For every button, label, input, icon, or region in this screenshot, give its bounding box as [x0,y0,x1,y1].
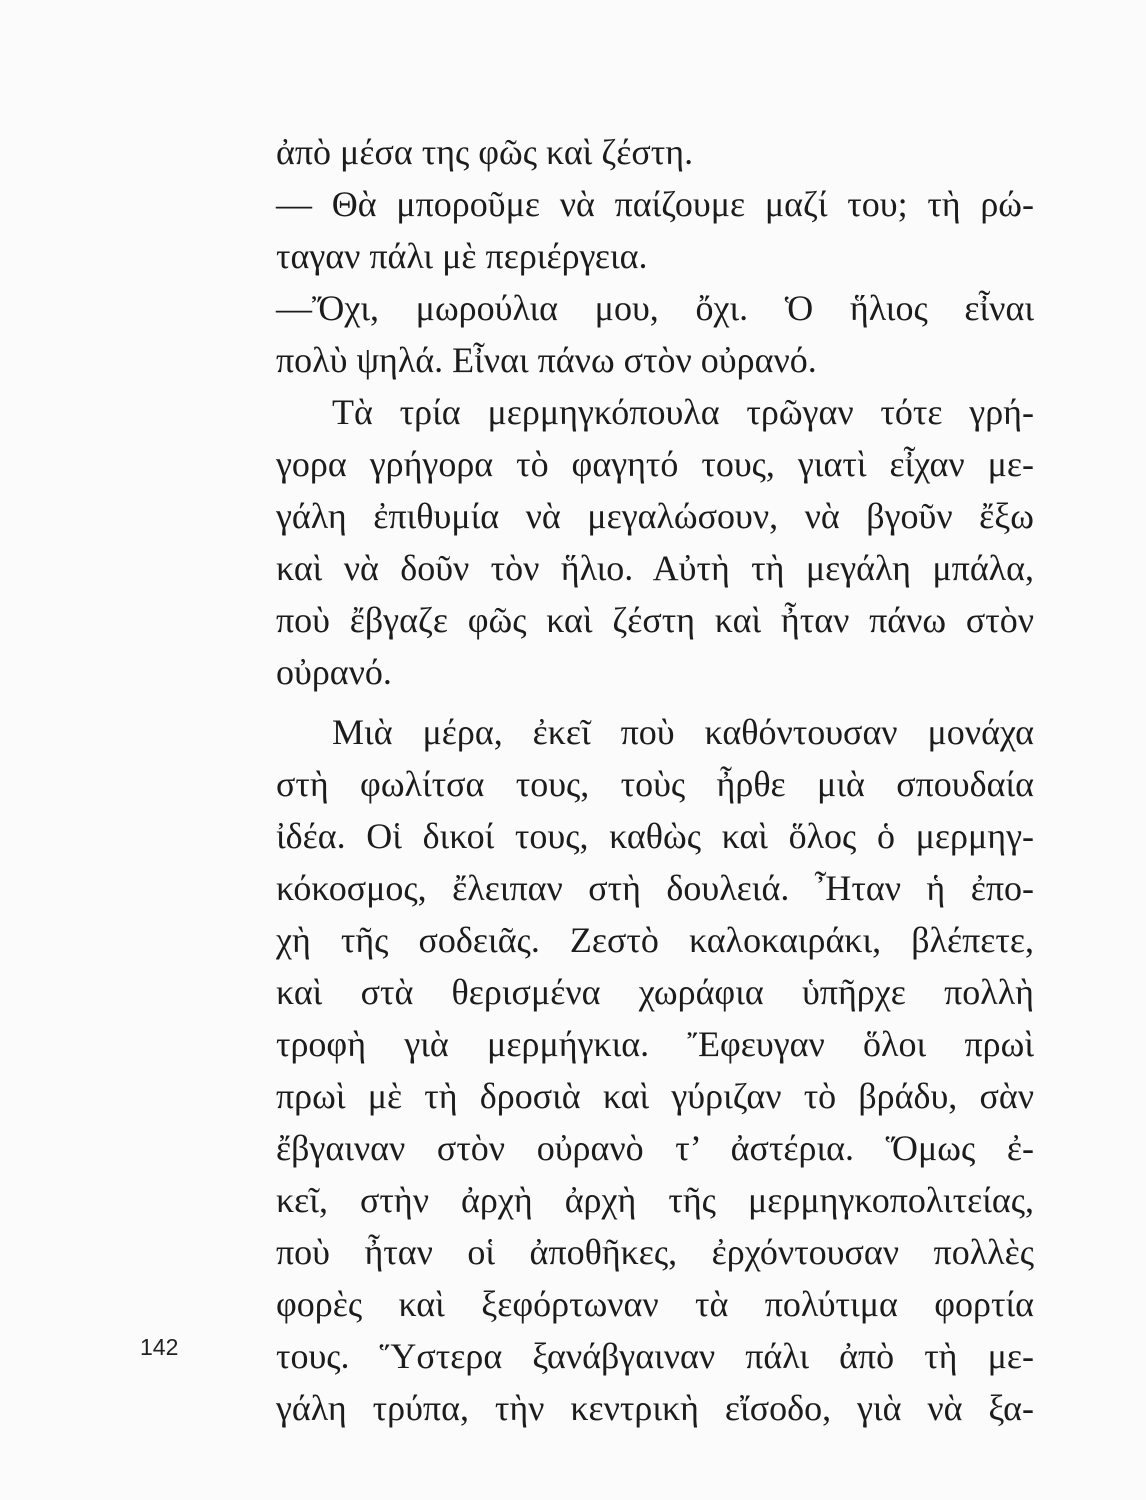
text-line: οὐρανό. [276,652,392,692]
text-line: καὶ νὰ δοῦν τὸν ἥλιο. Αὐτὴ τὴ μεγάλη μπάλα, [276,548,1034,588]
text-line: ποὺ ἔβγαζε φῶς καὶ ζέστη καὶ ἦταν πάνω στὸν [276,600,1034,640]
text-line: Τὰ τρία μερμηγκόπουλα τρῶγαν τότε γρή- [332,392,1034,432]
text-line: κόκοσμος, ἔλειπαν στὴ δουλειά. Ἦταν ἡ ἐπο- [276,868,1034,908]
text-line: τροφὴ γιὰ μερμήγκια. Ἔφευγαν ὅλοι πρωὶ [276,1024,1034,1064]
text-line: ταγαν πάλι μὲ περιέργεια. [276,236,648,276]
text-line: κεῖ, στὴν ἀρχὴ ἀρχὴ τῆς μερμηγκοπολιτείας, [276,1180,1034,1220]
text-line: τους. Ὕστερα ξανάβγαιναν πάλι ἀπὸ τὴ με- [276,1336,1034,1376]
text-line: γάλη τρύπα, τὴν κεντρικὴ εἴσοδο, γιὰ νὰ ξα- [276,1388,1034,1428]
text-line: χὴ τῆς σοδειᾶς. Ζεστὸ καλοκαιράκι, βλέπετε, [276,920,1034,960]
text-line: ποὺ ἦταν οἱ ἀποθῆκες, ἐρχόντουσαν πολλὲς [276,1232,1034,1272]
text-line: πολὺ ψηλά. Εἶναι πάνω στὸν οὐρανό. [276,340,817,380]
text-line: Μιὰ μέρα, ἐκεῖ ποὺ καθόντουσαν μονάχα [332,712,1034,752]
text-line: γορα γρήγορα τὸ φαγητό τους, γιατὶ εἶχαν με- [276,444,1034,484]
text-line: πρωὶ μὲ τὴ δροσιὰ καὶ γύριζαν τὸ βράδυ, σὰν [276,1076,1034,1116]
page-number: 142 [140,1334,179,1360]
text-line: γάλη ἐπιθυμία νὰ μεγαλώσουν, νὰ βγοῦν ἔξω [276,496,1034,536]
text-line: καὶ στὰ θερισμένα χωράφια ὑπῆρχε πολλὴ [276,972,1034,1012]
text-line: φορὲς καὶ ξεφόρτωναν τὰ πολύτιμα φορτία [276,1284,1034,1324]
text-line: στὴ φωλίτσα τους, τοὺς ἦρθε μιὰ σπουδαία [276,764,1034,804]
text-line: ἔβγαιναν στὸν οὐρανὸ τ’ ἀστέρια. Ὅμως ἐ- [276,1128,1034,1168]
text-line: —Ὄχι, μωρούλια μου, ὄχι. Ὁ ἥλιος εἶναι [276,288,1034,328]
text-line: — Θὰ μποροῦμε νὰ παίζουμε μαζί του; τὴ ρώ- [276,184,1034,224]
text-line: ἀπὸ μέσα της φῶς καὶ ζέστη. [276,132,694,172]
text-line: ἰδέα. Οἱ δικοί τους, καθὼς καὶ ὅλος ὁ μερμηγ- [276,816,1034,856]
